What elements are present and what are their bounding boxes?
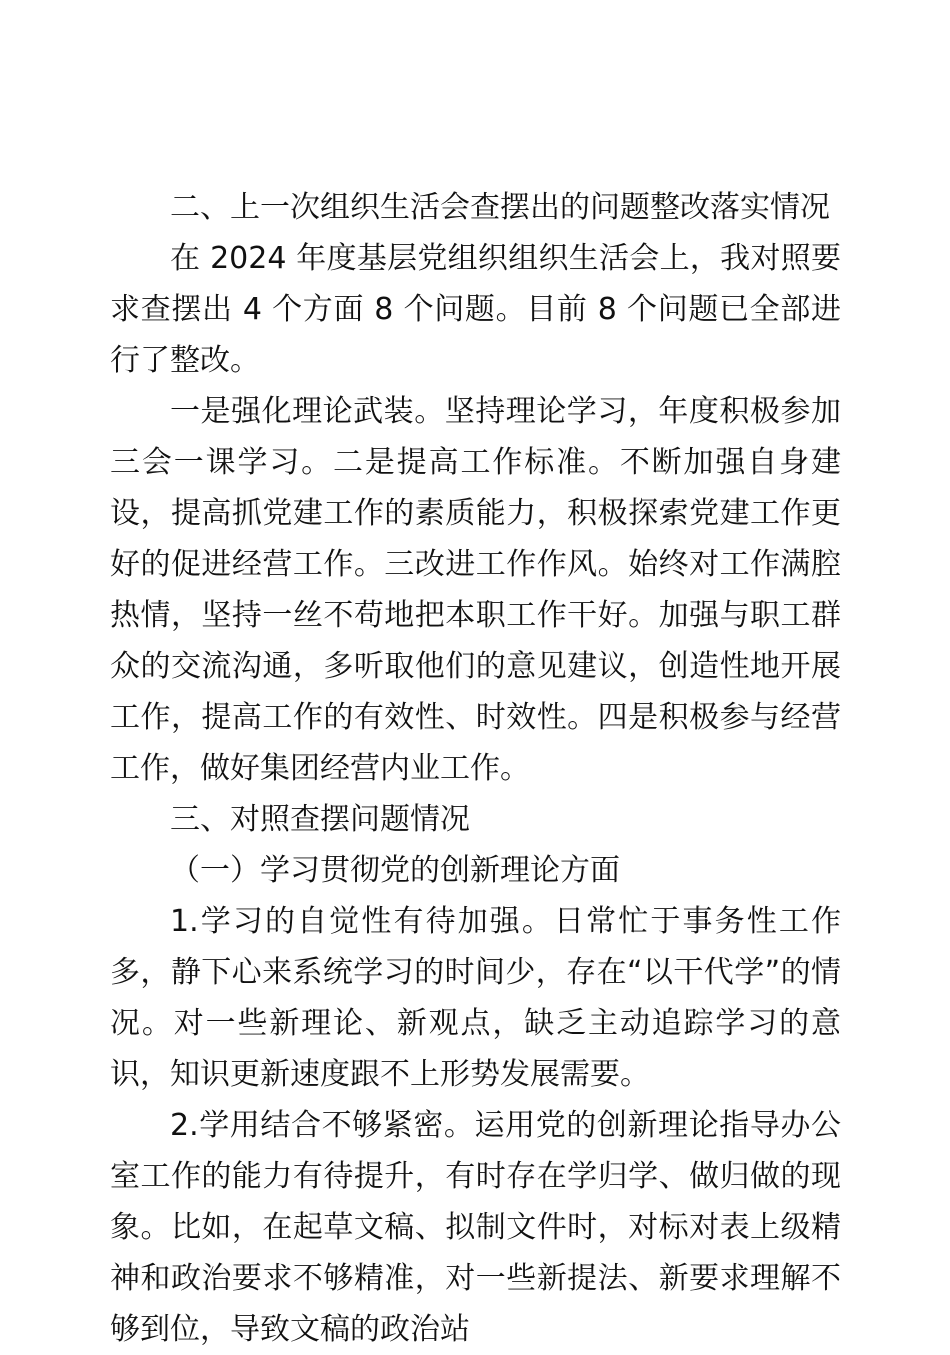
section-two-paragraph-two: 一是强化理论武装。坚持理论学习，年度积极参加三会一课学习。二是提高工作标准。不断加强自身建设，提高抓党建工作的素质能力，积极探索党建工作更好的促进经营工作。三改进工作作风。始终对工作满腔热情，坚持一丝不苟地把本职工作干好。加强与职工群众的交流沟通，多听取他们的意见建议，创造性地开展工作，提高工作的有效性、时效性。四是积极参与经营工作，做好集团经营内业工作。 [110,394,841,786]
document-body [110,182,841,1355]
section-three-item-two: 2.学用结合不够紧密。运用党的创新理论指导办公室工作的能力有待提升，有时存在学归学、做归做的现象。比如，在起草文稿、拟制文件时，对标对表上级精神和政治要求不够精准，对一些新提法、新要求理解不够到位，导致文稿的政治站 [110,1108,841,1347]
section-three-item-one: 1.学习的自觉性有待加强。日常忙于事务性工作多，静下心来系统学习的时间少，存在“以干代学”的情况。对一些新理论、新观点，缺乏主动追踪学习的意识，知识更新速度跟不上形势发展需要。 [110,904,841,1092]
section-two-paragraph-one: 在 2024 年度基层党组织组织生活会上，我对照要求查摆出 4 个方面 8 个问题。目前 8 个问题已全部进行了整改。 [110,241,841,378]
section-heading-three: 三、对照查摆问题情况 [170,802,470,837]
section-heading-two: 二、上一次组织生活会查摆出的问题整改落实情况 [170,190,830,225]
section-three-subheading-one: （一）学习贯彻党的创新理论方面 [170,853,620,888]
